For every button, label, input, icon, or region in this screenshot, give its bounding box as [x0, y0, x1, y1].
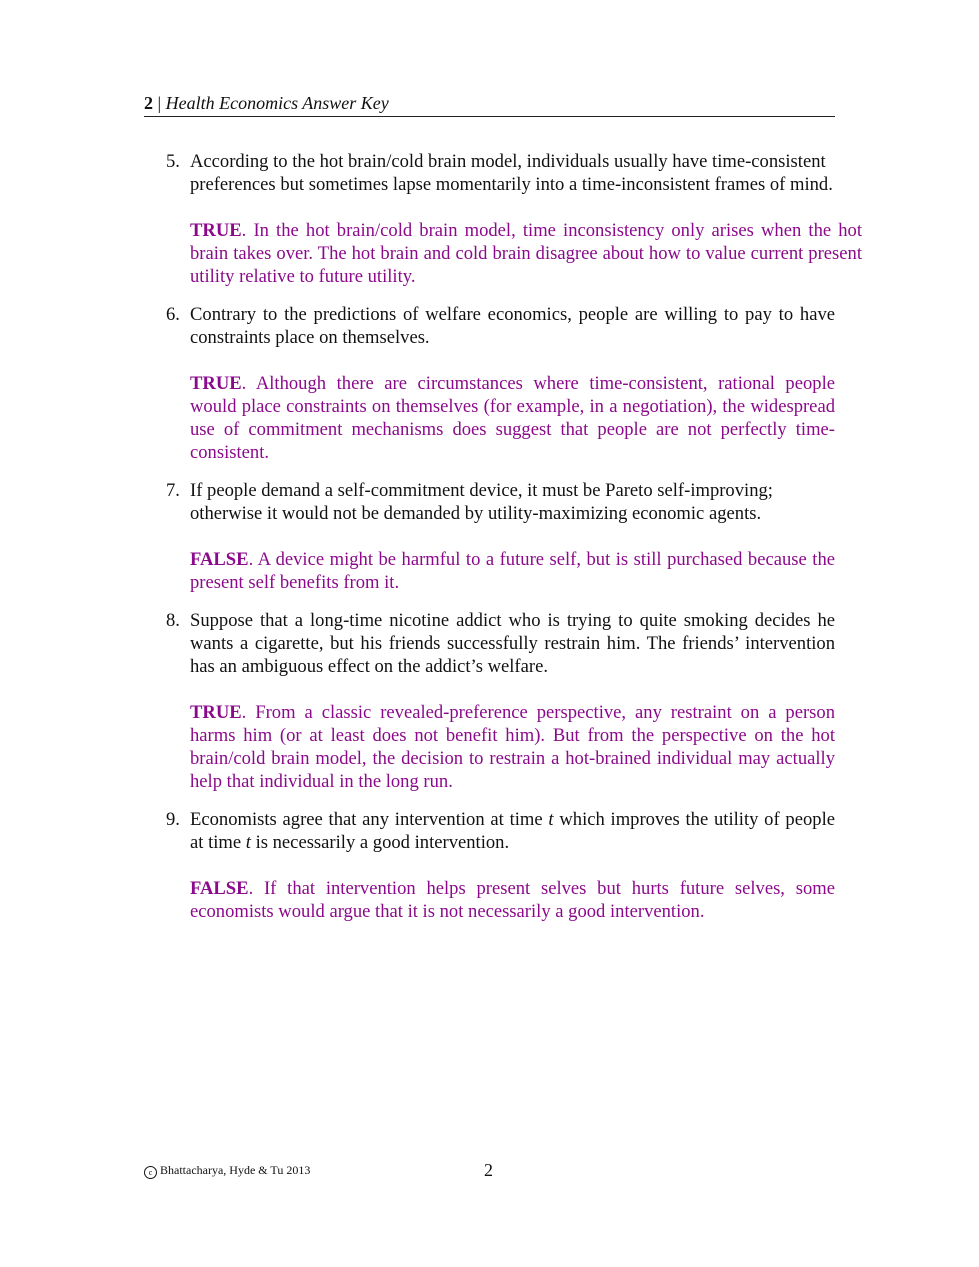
answer-explanation: . A device might be harmful to a future self, but is still purchased because the present self benefits from it.: [190, 549, 835, 593]
item-number: 8.: [166, 610, 180, 631]
answer-verdict: FALSE: [190, 878, 249, 899]
list-item: [166, 479, 835, 594]
question-text: If people demand a self-commitment device, it must be Pareto self-improving; otherwise it would not be demanded by utility-maximizing economic agents.: [190, 480, 773, 524]
question-text: According to the hot brain/cold brain model, individuals usually have time-consistent preferences but sometimes lapse momentarily into a time-inconsistent frames of mind.: [190, 151, 833, 195]
item-number: 9.: [166, 809, 180, 830]
running-header: [144, 92, 835, 117]
answer-explanation: . Although there are circumstances where time-consistent, rational people would place constraints on themselves (for example, in a negotiation), the widespread use of commitment mechanisms does suggest that people are not perfectly time-consistent.: [190, 373, 835, 463]
page-footer: [144, 1160, 835, 1180]
footer-page-number: 2: [484, 1160, 493, 1180]
answer-explanation: . In the hot brain/cold brain model, time inconsistency only arises when the hot brain takes over. The hot brain and cold brain disagree about how to value current present utility relative to future utility.: [190, 220, 862, 287]
list-item: [166, 609, 835, 793]
question-list: [166, 150, 862, 923]
answer-text: [190, 877, 835, 923]
answer-text: [190, 219, 862, 288]
question-text: Contrary to the predictions of welfare economics, people are willing to pay to have constraints place on themselves.: [190, 304, 835, 348]
copyright-text: Bhattacharya, Hyde & Tu 2013: [160, 1163, 311, 1177]
answer-text: [190, 701, 835, 793]
list-item: [166, 808, 835, 923]
question-segment: is necessarily a good intervention.: [250, 832, 510, 853]
math-variable-t: t: [548, 809, 554, 830]
answer-verdict: TRUE: [190, 373, 242, 394]
item-number: 5.: [166, 151, 180, 172]
copyright-notice: [144, 1163, 310, 1179]
question-segment: Economists agree that any intervention at time: [190, 809, 549, 830]
question-text: Suppose that a long-time nicotine addict who is trying to quite smoking decides he wants a cigarette, but his friends successfully restrain him. The friends’ intervention has an ambiguous effect on the addict’s welfare.: [190, 610, 835, 677]
list-item: [166, 150, 862, 288]
item-number: 6.: [166, 304, 180, 325]
question-segment: which improves the utility of people at time: [190, 809, 835, 853]
answer-verdict: TRUE: [190, 220, 242, 241]
copyright-icon: c: [144, 1166, 157, 1179]
answer-explanation: . From a classic revealed-preference perspective, any restraint on a person harms him (or at least does not benefit him). But from the perspective on the hot brain/cold brain model, the decision to restrain a hot-brained individual may actually help that individual in the long run.: [190, 702, 835, 792]
answer-explanation: . If that intervention helps present selves but hurts future selves, some economists would argue that it is not necessarily a good intervention.: [190, 878, 835, 922]
answer-text: [190, 372, 835, 464]
math-variable-t: t: [245, 832, 251, 853]
answer-verdict: TRUE: [190, 702, 242, 723]
header-separator: |: [153, 93, 166, 113]
answer-verdict: FALSE: [190, 549, 249, 570]
answer-text: [190, 548, 835, 594]
question-text: [190, 808, 835, 854]
header-running-title: Health Economics Answer Key: [165, 93, 389, 113]
item-number: 7.: [166, 480, 180, 501]
list-item: [166, 303, 835, 464]
header-page-number: 2: [144, 93, 153, 113]
